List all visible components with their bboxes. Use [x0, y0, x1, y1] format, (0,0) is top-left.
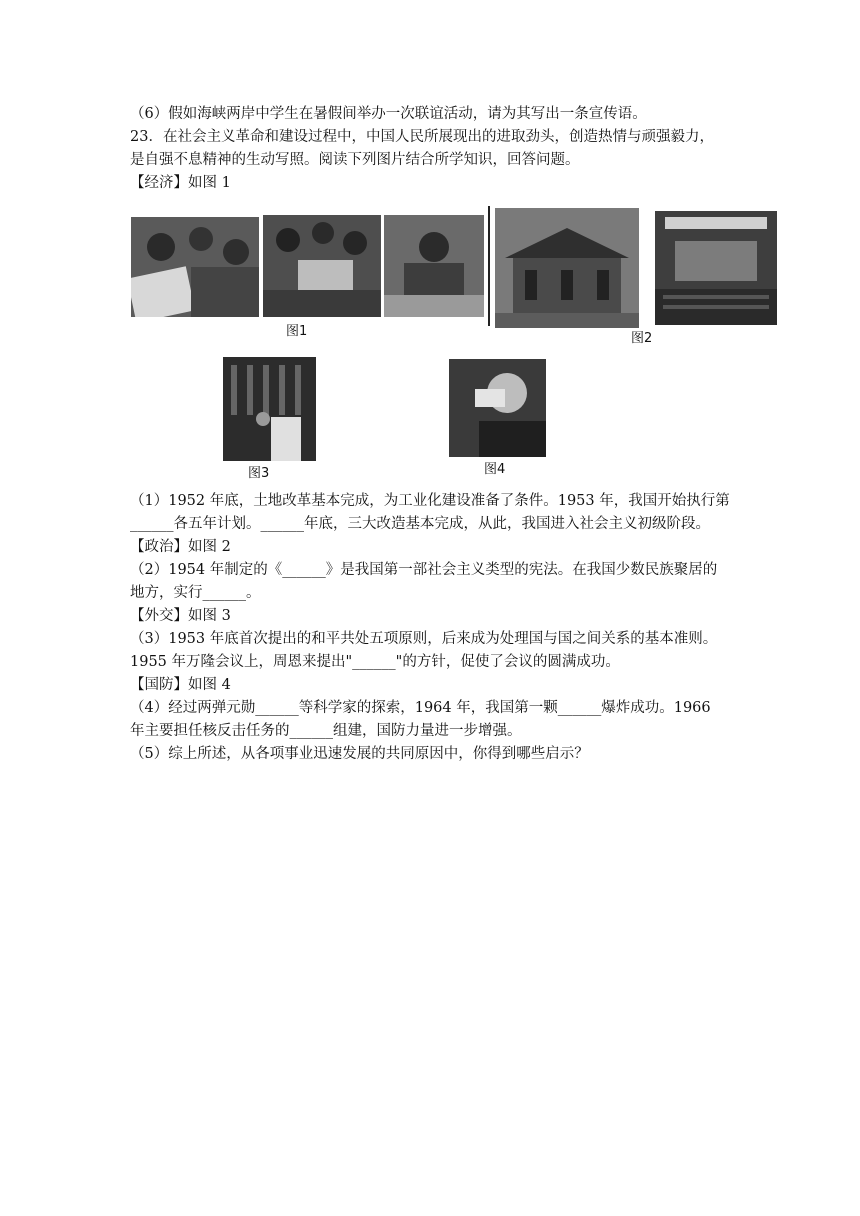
- question-2-line2: 地方，实行______。: [130, 585, 261, 601]
- figure-1-caption: 图1: [286, 324, 308, 339]
- figure-3-photo: [223, 357, 316, 461]
- question-23-intro-line2: 是自强不息精神的生动写照。阅读下列图片结合所学知识，回答问题。: [130, 152, 580, 168]
- figure-divider: [488, 206, 490, 326]
- section-defense-heading: 【国防】如图 4: [130, 677, 231, 693]
- question-4-line2: 年主要担任核反击任务的______组建，国防力量进一步增强。: [130, 723, 522, 739]
- figure-4-photo: [449, 359, 546, 457]
- figure-3-caption: 图3: [248, 466, 270, 481]
- figure-2-caption: 图2: [631, 331, 653, 346]
- question-5: （5）综上所述，从各项事业迅速发展的共同原因中，你得到哪些启示？: [130, 746, 589, 762]
- question-3-line1: （3）1953 年底首次提出的和平共处五项原则，后来成为处理国与国之间关系的基本准则。: [130, 631, 718, 647]
- question-4-line1: （4）经过两弹元勋______等科学家的探索，1964 年，我国第一颗______爆炸成功。1966: [130, 700, 711, 716]
- section-diplomacy-heading: 【外交】如图 3: [130, 608, 231, 624]
- figure-1-photo-c: [384, 215, 484, 317]
- question-3-line2: 1955 年万隆会议上，周恩来提出"______"的方针，促使了会议的圆满成功。: [130, 654, 620, 670]
- figure-2-photo-building: [495, 208, 639, 328]
- question-2-line1: （2）1954 年制定的《______》是我国第一部社会主义类型的宪法。在我国少数民族聚居的: [130, 562, 718, 578]
- question-6-slogan: （6）假如海峡两岸中学生在暑假间举办一次联谊活动，请为其写出一条宣传语。: [130, 106, 647, 122]
- question-1-line2: ______各五年计划。______年底，三大改造基本完成，从此，我国进入社会主义初级阶段。: [130, 516, 710, 532]
- question-1-line1: （1）1952 年底，土地改革基本完成，为工业化建设准备了条件。1953 年，我国开始执行第: [130, 493, 730, 509]
- section-economy-heading: 【经济】如图 1: [130, 175, 231, 191]
- question-23-intro-line1: 23．在社会主义革命和建设过程中，中国人民所展现出的进取劲头，创造热情与顽强毅力，: [130, 129, 714, 145]
- figure-4-caption: 图4: [484, 462, 506, 477]
- section-politics-heading: 【政治】如图 2: [130, 539, 231, 555]
- figure-1-photo-b: [263, 215, 381, 317]
- figure-2-photo-assembly: [655, 211, 777, 325]
- figure-1-photo-a: [131, 217, 259, 317]
